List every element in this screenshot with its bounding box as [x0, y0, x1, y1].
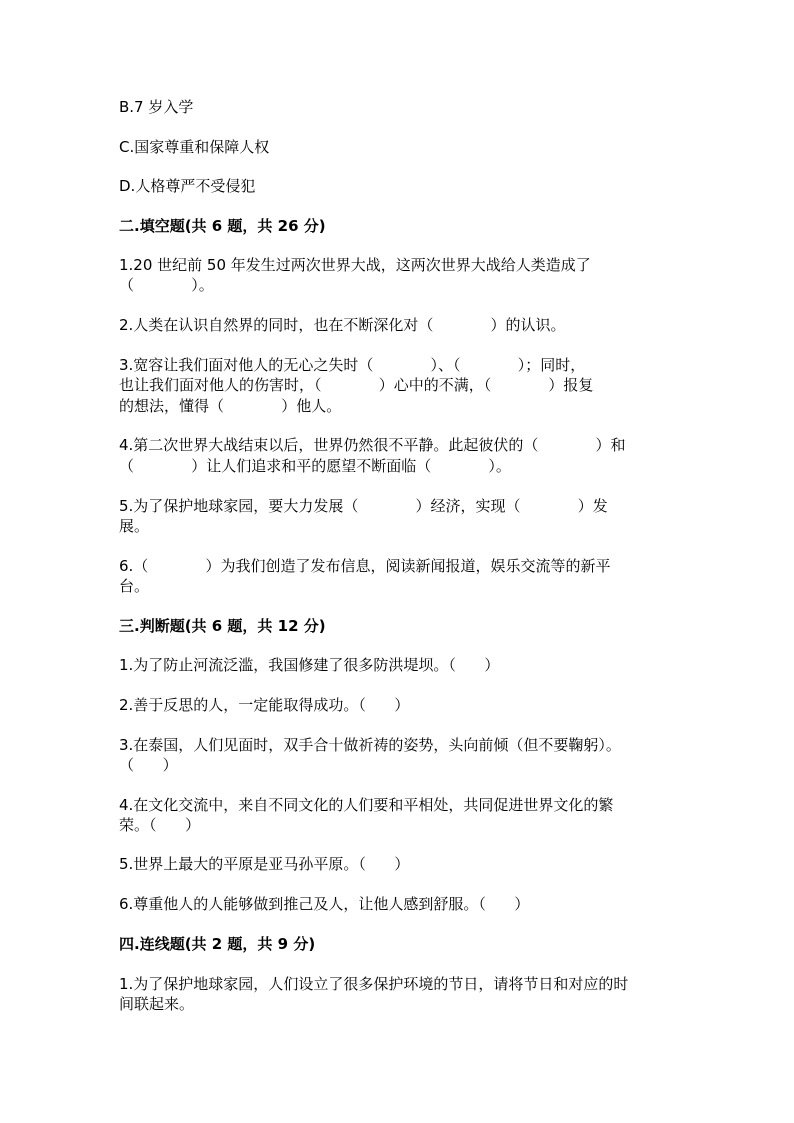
fill-q5-line1: 5.为了保护地球家园，要大力发展（ ）经济，实现（ ）发	[119, 497, 608, 515]
fill-q3-line1: 3.宽容让我们面对他人的无心之失时（ ）、（ ）；同时，	[119, 356, 586, 374]
tf-q2-line1: 2.善于反思的人，一定能取得成功。（ ）	[119, 696, 410, 714]
tf-q6-line1: 6.尊重他人的人能够做到推己及人，让他人感到舒服。（ ）	[119, 895, 530, 913]
tf-q3-line1: 3.在泰国，人们见面时，双手合十做祈祷的姿势，头向前倾（但不要鞠躬）。	[119, 736, 621, 754]
fill-q1-line2: （ ）。	[119, 276, 214, 294]
fill-q6-line2: 台。	[119, 577, 150, 595]
tf-q4-line1: 4.在文化交流中，来自不同文化的人们要和平相处，共同促进世界文化的繁	[119, 796, 614, 814]
fill-q6-line1: 6.（ ）为我们创造了发布信息，阅读新闻报道，娱乐交流等的新平	[119, 557, 611, 575]
option-d: D.人格尊严不受侵犯	[119, 177, 256, 195]
fill-q1-line1: 1.20 世纪前 50 年发生过两次世界大战，这两次世界大战给人类造成了	[119, 256, 591, 274]
match-q1-line1: 1.为了保护地球家园，人们设立了很多保护环境的节日，请将节日和对应的时	[119, 975, 629, 993]
option-b: B.7 岁入学	[119, 98, 194, 116]
fill-q5-line2: 展。	[119, 517, 150, 535]
option-c: C.国家尊重和保障人权	[119, 138, 270, 156]
match-q1-line2: 间联起来。	[119, 995, 195, 1013]
fill-q3-line2: 也让我们面对他人的伤害时，（ ）心中的不满，（ ）报复	[119, 376, 594, 394]
tf-q1-line1: 1.为了防止河流泛滥，我国修建了很多防洪堤坝。（ ）	[119, 656, 500, 674]
section-heading-matching: 四.连线题(共 2 题，共 9 分)	[119, 935, 316, 953]
tf-q4-line2: 荣。（ ）	[119, 816, 201, 834]
tf-q5-line1: 5.世界上最大的平原是亚马孙平原。（ ）	[119, 855, 410, 873]
section-heading-fill-in: 二.填空题(共 6 题，共 26 分)	[119, 217, 326, 235]
fill-q2-line1: 2.人类在认识自然界的同时，也在不断深化对（ ）的认识。	[119, 316, 566, 334]
section-heading-true-false: 三.判断题(共 6 题，共 12 分)	[119, 617, 326, 635]
fill-q4-line2: （ ）让人们追求和平的愿望不断面临（ ）。	[119, 457, 511, 475]
fill-q4-line1: 4.第二次世界大战结束以后，世界仍然很不平静。此起彼伏的（ ）和	[119, 436, 626, 454]
tf-q3-line2: （ ）	[119, 756, 178, 774]
fill-q3-line3: 的想法，懂得（ ）他人。	[119, 397, 342, 415]
